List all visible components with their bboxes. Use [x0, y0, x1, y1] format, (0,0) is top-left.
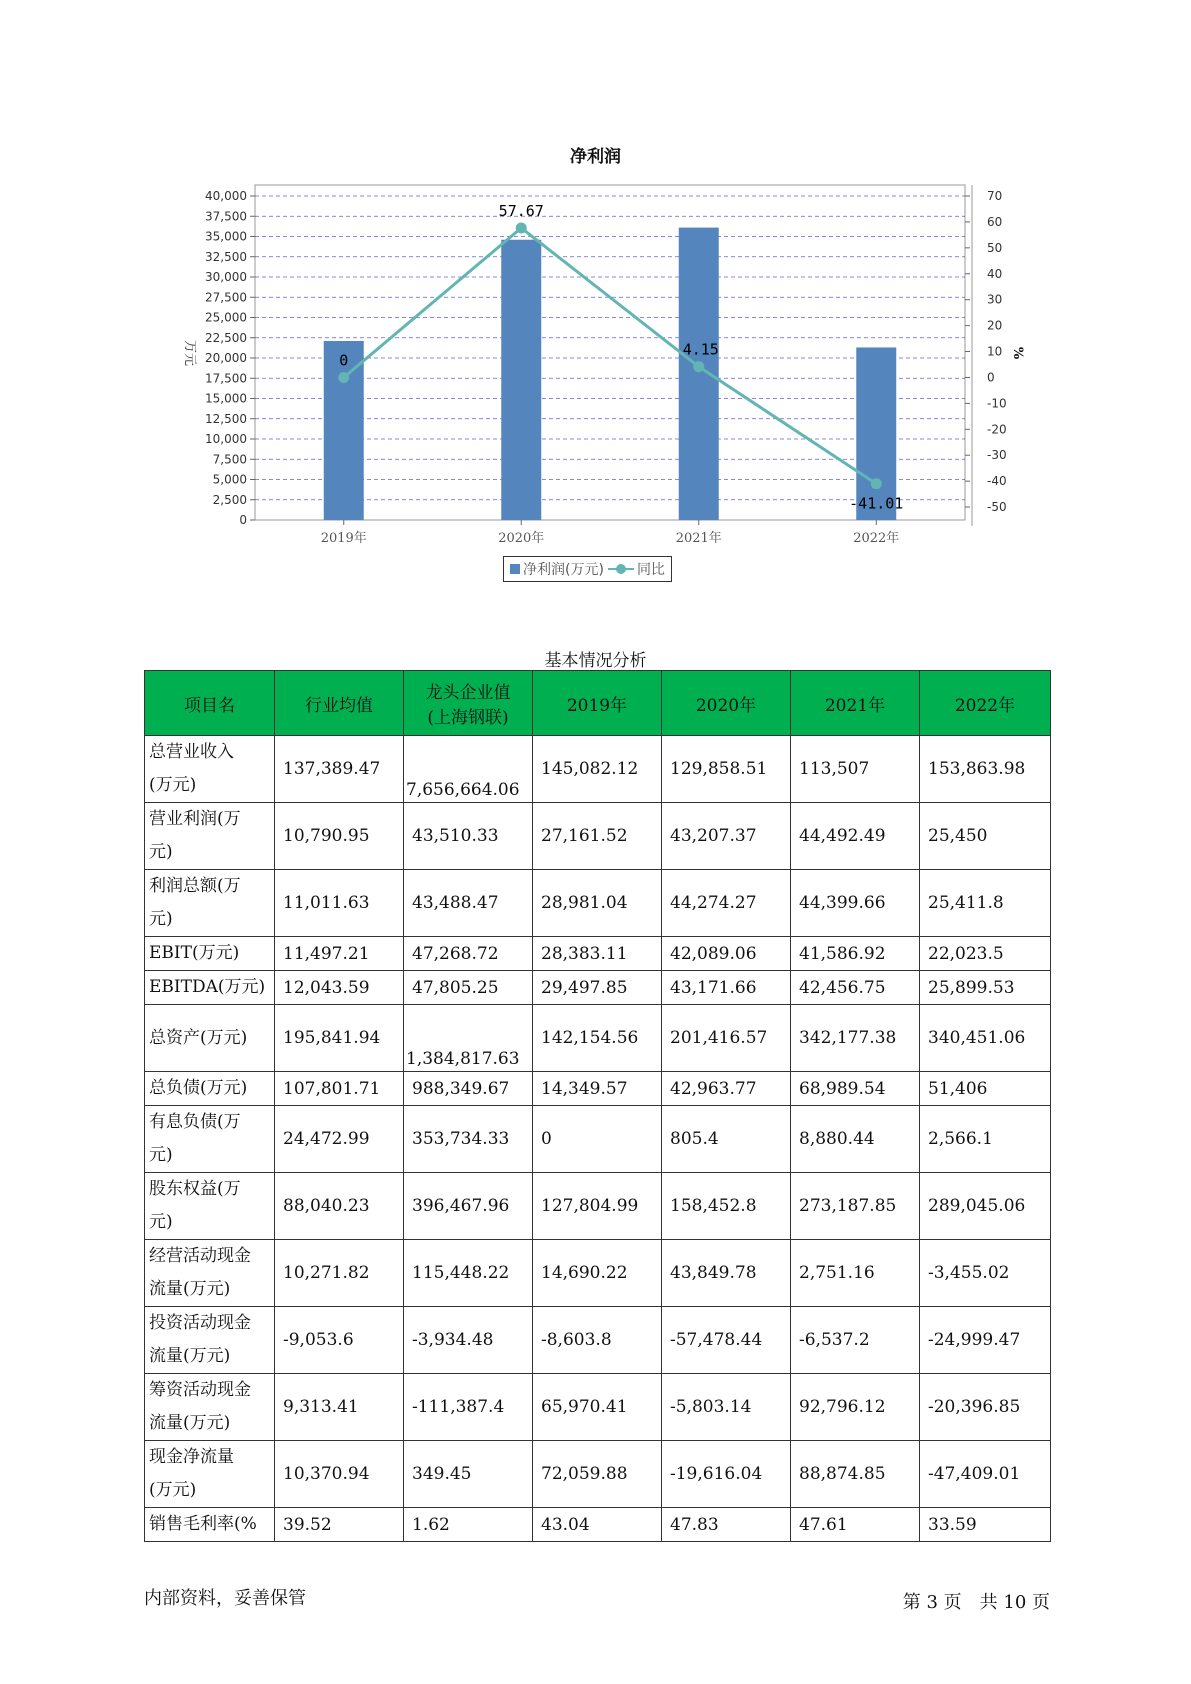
- value-cell: -5,803.14: [662, 1374, 791, 1441]
- value-cell: 805.4: [662, 1106, 791, 1173]
- x-tick-label: 2019年: [320, 531, 367, 546]
- value-cell: 289,045.06: [920, 1173, 1051, 1240]
- value-cell: 2,566.1: [920, 1106, 1051, 1173]
- value-cell: 72,059.88: [533, 1441, 662, 1508]
- y-tick-label: 2,500: [212, 492, 247, 507]
- value-cell: 129,858.51: [662, 736, 791, 803]
- table-header-row: [145, 671, 1051, 736]
- value-cell: 42,089.06: [662, 937, 791, 971]
- y-axis-title: 万元: [182, 339, 197, 367]
- value-cell: 137,389.47: [275, 736, 404, 803]
- value-cell: 153,863.98: [920, 736, 1051, 803]
- legend-item-line: [608, 559, 665, 579]
- value-cell: 25,411.8: [920, 870, 1051, 937]
- table-row: [145, 1441, 1051, 1508]
- chart-title: 净利润: [570, 147, 621, 167]
- value-cell: 107,801.71: [275, 1072, 404, 1106]
- table-row: [145, 803, 1051, 870]
- value-cell: 25,450: [920, 803, 1051, 870]
- row-label-cell: 投资活动现金 流量(万元): [145, 1307, 275, 1374]
- y2-tick-label: 70: [987, 189, 1003, 203]
- yoy-data-label: -41.01: [849, 494, 904, 513]
- value-cell: -57,478.44: [662, 1307, 791, 1374]
- table-row: [145, 1072, 1051, 1106]
- value-cell: -24,999.47: [920, 1307, 1051, 1374]
- value-cell: 92,796.12: [791, 1374, 920, 1441]
- value-cell: 340,451.06: [920, 1005, 1051, 1072]
- net-profit-chart: [0, 0, 1191, 560]
- y-tick-label: 12,500: [205, 411, 247, 426]
- y2-tick-label: 0: [987, 370, 995, 385]
- table-row: [145, 1240, 1051, 1307]
- legend-bar-swatch: [510, 564, 520, 574]
- x-tick-label: 2020年: [498, 531, 545, 546]
- value-cell: 988,349.67: [404, 1072, 533, 1106]
- x-tick-label: 2022年: [853, 531, 900, 546]
- row-label-cell: EBIT(万元): [145, 937, 275, 971]
- y2-tick-label: 40: [987, 266, 1003, 281]
- y2-tick-label: 60: [987, 214, 1003, 229]
- legend-line-swatch: [608, 563, 634, 575]
- value-cell: 14,690.22: [533, 1240, 662, 1307]
- y2-tick-label: -40: [987, 474, 1007, 489]
- row-label-cell: 有息负债(万 元): [145, 1106, 275, 1173]
- legend-bar-label: 净利润(万元): [523, 562, 604, 578]
- row-label-cell: 营业利润(万 元): [145, 803, 275, 870]
- value-cell: 0: [533, 1106, 662, 1173]
- table-row: [145, 1173, 1051, 1240]
- point-yoy: [693, 361, 704, 372]
- value-cell: 43,488.47: [404, 870, 533, 937]
- value-cell: 25,899.53: [920, 971, 1051, 1005]
- value-cell: 14,349.57: [533, 1072, 662, 1106]
- value-cell: -3,934.48: [404, 1307, 533, 1374]
- legend-item-bar: [510, 559, 604, 579]
- yoy-data-label: 57.67: [498, 201, 544, 220]
- table-row: [145, 870, 1051, 937]
- value-cell: 201,416.57: [662, 1005, 791, 1072]
- table-row: [145, 1508, 1051, 1542]
- value-cell: 353,734.33: [404, 1106, 533, 1173]
- value-cell: 39.52: [275, 1508, 404, 1542]
- value-cell: 1.62: [404, 1508, 533, 1542]
- value-cell: 9,313.41: [275, 1374, 404, 1441]
- y2-axis-title: %: [1010, 346, 1025, 360]
- y-tick-label: 0: [239, 513, 247, 527]
- value-cell: 127,804.99: [533, 1173, 662, 1240]
- y2-tick-label: 30: [987, 292, 1003, 307]
- x-tick-label: 2021年: [675, 531, 722, 546]
- value-cell: 47.83: [662, 1508, 791, 1542]
- y-tick-label: 22,500: [205, 330, 247, 345]
- column-header: 2019年: [533, 671, 662, 736]
- value-cell: 273,187.85: [791, 1173, 920, 1240]
- table-row: [145, 971, 1051, 1005]
- value-cell: 396,467.96: [404, 1173, 533, 1240]
- value-cell: -3,455.02: [920, 1240, 1051, 1307]
- value-cell: -20,396.85: [920, 1374, 1051, 1441]
- table-row: [145, 1307, 1051, 1374]
- table-row: [145, 937, 1051, 971]
- y-tick-label: 30,000: [205, 270, 247, 284]
- y-tick-label: 20,000: [205, 351, 247, 365]
- value-cell: -19,616.04: [662, 1441, 791, 1508]
- legend-line-label: 同比: [636, 562, 665, 578]
- value-cell: 65,970.41: [533, 1374, 662, 1441]
- table-title: 基本情况分析: [544, 651, 647, 671]
- y-tick-label: 37,500: [205, 209, 247, 224]
- footer-page-number: 第 3 页 共 10 页: [902, 1592, 1050, 1613]
- row-label-cell: 利润总额(万 元): [145, 870, 275, 937]
- table-row: [145, 736, 1051, 803]
- value-cell: 11,011.63: [275, 870, 404, 937]
- y2-tick-label: -30: [987, 448, 1007, 463]
- y-tick-label: 32,500: [205, 249, 247, 264]
- point-yoy: [871, 478, 882, 489]
- yoy-data-label: 4.15: [682, 340, 719, 359]
- value-cell: -6,537.2: [791, 1307, 920, 1374]
- point-yoy: [338, 372, 349, 383]
- value-cell: 47,268.72: [404, 937, 533, 971]
- y-tick-label: 35,000: [205, 229, 247, 244]
- basic-analysis-table: [144, 670, 1051, 1542]
- row-label-cell: 总营业收入 (万元): [145, 736, 275, 803]
- column-header: 2021年: [791, 671, 920, 736]
- value-cell: 115,448.22: [404, 1240, 533, 1307]
- value-cell: 68,989.54: [791, 1072, 920, 1106]
- value-cell: 10,271.82: [275, 1240, 404, 1307]
- value-cell: -9,053.6: [275, 1307, 404, 1374]
- value-cell: -47,409.01: [920, 1441, 1051, 1508]
- table-row: [145, 1106, 1051, 1173]
- y2-tick-label: 10: [987, 344, 1003, 359]
- value-cell: 29,497.85: [533, 971, 662, 1005]
- y-tick-label: 10,000: [205, 432, 247, 446]
- value-cell: 43,207.37: [662, 803, 791, 870]
- value-cell: 8,880.44: [791, 1106, 920, 1173]
- value-cell: 33.59: [920, 1508, 1051, 1542]
- y2-tick-label: 50: [987, 240, 1003, 255]
- y-tick-label: 17,500: [205, 371, 247, 386]
- value-cell: 43,510.33: [404, 803, 533, 870]
- value-cell: 43,849.78: [662, 1240, 791, 1307]
- value-cell: 11,497.21: [275, 937, 404, 971]
- row-label-cell: 总资产(万元): [145, 1005, 275, 1072]
- yoy-data-label: 0: [339, 351, 349, 370]
- chart-legend: [503, 556, 672, 582]
- bar-net-profit: [679, 228, 719, 520]
- value-cell: 7,656,664.06: [404, 736, 533, 803]
- value-cell: 195,841.94: [275, 1005, 404, 1072]
- value-cell: 10,370.94: [275, 1441, 404, 1508]
- value-cell: 2,751.16: [791, 1240, 920, 1307]
- value-cell: 47.61: [791, 1508, 920, 1542]
- value-cell: 142,154.56: [533, 1005, 662, 1072]
- value-cell: 28,981.04: [533, 870, 662, 937]
- row-label-cell: 总负债(万元): [145, 1072, 275, 1106]
- row-label-cell: 现金净流量 (万元): [145, 1441, 275, 1508]
- y2-tick-label: 20: [987, 318, 1003, 333]
- value-cell: 349.45: [404, 1441, 533, 1508]
- y-tick-label: 40,000: [205, 189, 247, 203]
- y-tick-label: 7,500: [212, 452, 247, 467]
- value-cell: 44,492.49: [791, 803, 920, 870]
- value-cell: 43.04: [533, 1508, 662, 1542]
- y2-tick-label: -20: [987, 422, 1007, 437]
- y2-tick-label: -10: [987, 396, 1007, 411]
- y-tick-label: 15,000: [205, 391, 247, 406]
- column-header: 2020年: [662, 671, 791, 736]
- value-cell: 88,040.23: [275, 1173, 404, 1240]
- column-header: 2022年: [920, 671, 1051, 736]
- row-label-cell: 股东权益(万 元): [145, 1173, 275, 1240]
- table-row: [145, 1005, 1051, 1072]
- value-cell: 145,082.12: [533, 736, 662, 803]
- row-label-cell: 销售毛利率(%: [145, 1508, 275, 1542]
- y2-tick-label: -50: [987, 500, 1007, 515]
- value-cell: 27,161.52: [533, 803, 662, 870]
- column-header: 龙头企业值 (上海钢联): [404, 671, 533, 736]
- value-cell: 43,171.66: [662, 971, 791, 1005]
- value-cell: 44,399.66: [791, 870, 920, 937]
- value-cell: 1,384,817.63: [404, 1005, 533, 1072]
- column-header: 行业均值: [275, 671, 404, 736]
- value-cell: 28,383.11: [533, 937, 662, 971]
- value-cell: 42,963.77: [662, 1072, 791, 1106]
- table-row: [145, 1374, 1051, 1441]
- row-label-cell: 筹资活动现金 流量(万元): [145, 1374, 275, 1441]
- value-cell: 88,874.85: [791, 1441, 920, 1508]
- value-cell: 47,805.25: [404, 971, 533, 1005]
- footer-confidential-note: 内部资料，妥善保管: [144, 1588, 306, 1609]
- y-tick-label: 5,000: [212, 472, 247, 487]
- value-cell: -8,603.8: [533, 1307, 662, 1374]
- value-cell: 342,177.38: [791, 1005, 920, 1072]
- point-yoy: [516, 222, 527, 233]
- y-tick-label: 25,000: [205, 310, 247, 325]
- value-cell: 10,790.95: [275, 803, 404, 870]
- row-label-cell: EBITDA(万元): [145, 971, 275, 1005]
- value-cell: 12,043.59: [275, 971, 404, 1005]
- value-cell: 113,507: [791, 736, 920, 803]
- value-cell: 51,406: [920, 1072, 1051, 1106]
- value-cell: 42,456.75: [791, 971, 920, 1005]
- column-header: 项目名: [145, 671, 275, 736]
- value-cell: -111,387.4: [404, 1374, 533, 1441]
- row-label-cell: 经营活动现金 流量(万元): [145, 1240, 275, 1307]
- value-cell: 41,586.92: [791, 937, 920, 971]
- value-cell: 158,452.8: [662, 1173, 791, 1240]
- value-cell: 44,274.27: [662, 870, 791, 937]
- y-tick-label: 27,500: [205, 290, 247, 305]
- value-cell: 24,472.99: [275, 1106, 404, 1173]
- bar-net-profit: [501, 240, 541, 520]
- value-cell: 22,023.5: [920, 937, 1051, 971]
